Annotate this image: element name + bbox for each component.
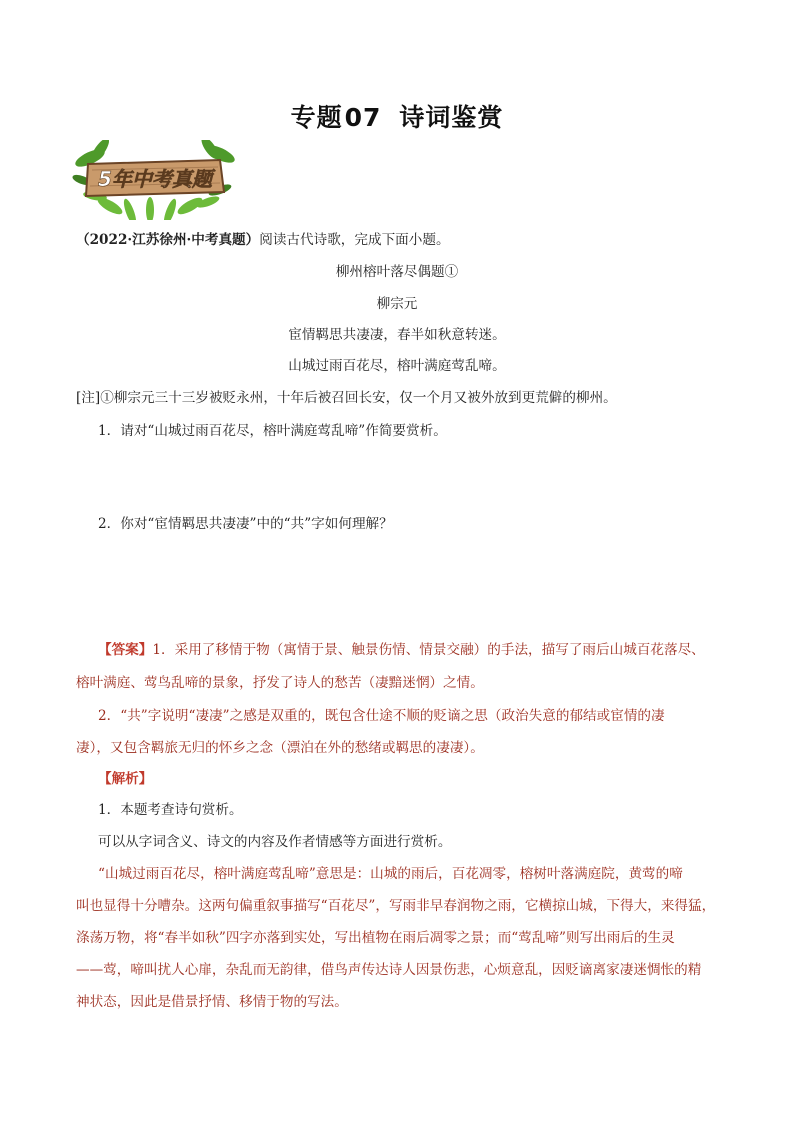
analysis-line-7: 神状态，因此是借景抒情、移情于物的写法。 [76,994,348,1010]
question-source: （2022·江苏徐州·中考真题） [76,232,260,248]
title-prefix: 专题 [290,103,343,132]
badge-text: 5年中考真题 [98,167,212,191]
title-number: 07 [344,103,382,132]
analysis-line-6: ——莺，啼叫扰人心扉，杂乱而无韵律，借鸟声传达诗人因景伤悲，心烦意乱，因贬谪离家凄迷惆怅的精 [76,962,702,978]
question-intro [76,230,450,250]
answer-line-4: 凄），又包含羁旅无归的怀乡之念（漂泊在外的愁绪或羁思的凄凄）。 [76,740,484,756]
analysis-line-1: 1．本题考查诗句赏析。 [98,802,243,818]
analysis-line-2: 可以从字词含义、诗文的内容及作者情感等方面进行赏析。 [98,834,452,850]
poem-line-2: 山城过雨百花尽，榕叶满庭莺乱啼。 [288,358,506,374]
answer-label: 【答案】 [98,642,153,658]
answer-text-1: 1．采用了移情于物（寓情于景、触景伤情、情景交融）的手法，描写了雨后山城百花落尽、 [152,642,705,658]
analysis-label-text: 【解析】 [98,771,153,787]
question-2: 2．你对“宦情羁思共凄凄”中的“共”字如何理解？ [98,516,393,532]
answer-line-3: 2．“共”字说明“凄凄”之感是双重的，既包含仕途不顺的贬谪之思（政治失意的郁结或宦情的凄 [98,708,665,724]
answer-line-1 [98,640,705,660]
answer-line-2: 榕叶满庭、莺鸟乱啼的景象，抒发了诗人的愁苦（凄黯迷惘）之情。 [76,675,484,691]
page-title [0,98,794,134]
exam-badge-logo [70,140,240,220]
analysis-label [98,769,152,789]
analysis-line-4: 叫也显得十分嘈杂。这两句偏重叙事描写“百花尽”，写雨非早春润物之雨，它横掠山城，下得大，来得猛， [76,898,716,914]
poem-title: 柳州榕叶落尽偶题① [335,264,459,280]
title-text: 诗词鉴赏 [399,103,504,132]
analysis-line-3: “山城过雨百花尽，榕叶满庭莺乱啼”意思是：山城的雨后，百花凋零，榕树叶落满庭院，黄莺的啼 [98,866,683,882]
poem-note: [注]①柳宗元三十三岁被贬永州，十年后被召回长安，仅一个月又被外放到更荒僻的柳州。 [76,390,617,406]
question-1: 1．请对“山城过雨百花尽，榕叶满庭莺乱啼”作简要赏析。 [98,423,447,439]
question-instruction: 阅读古代诗歌，完成下面小题。 [259,232,450,248]
analysis-line-5: 涤荡万物，将“春半如秋”四字亦落到实处，写出植物在雨后凋零之景；而“莺乱啼”则写出雨后的生灵 [76,930,675,946]
poem-line-1: 宦情羁思共凄凄，春半如秋意转迷。 [288,327,506,343]
poem-author: 柳宗元 [376,296,418,312]
